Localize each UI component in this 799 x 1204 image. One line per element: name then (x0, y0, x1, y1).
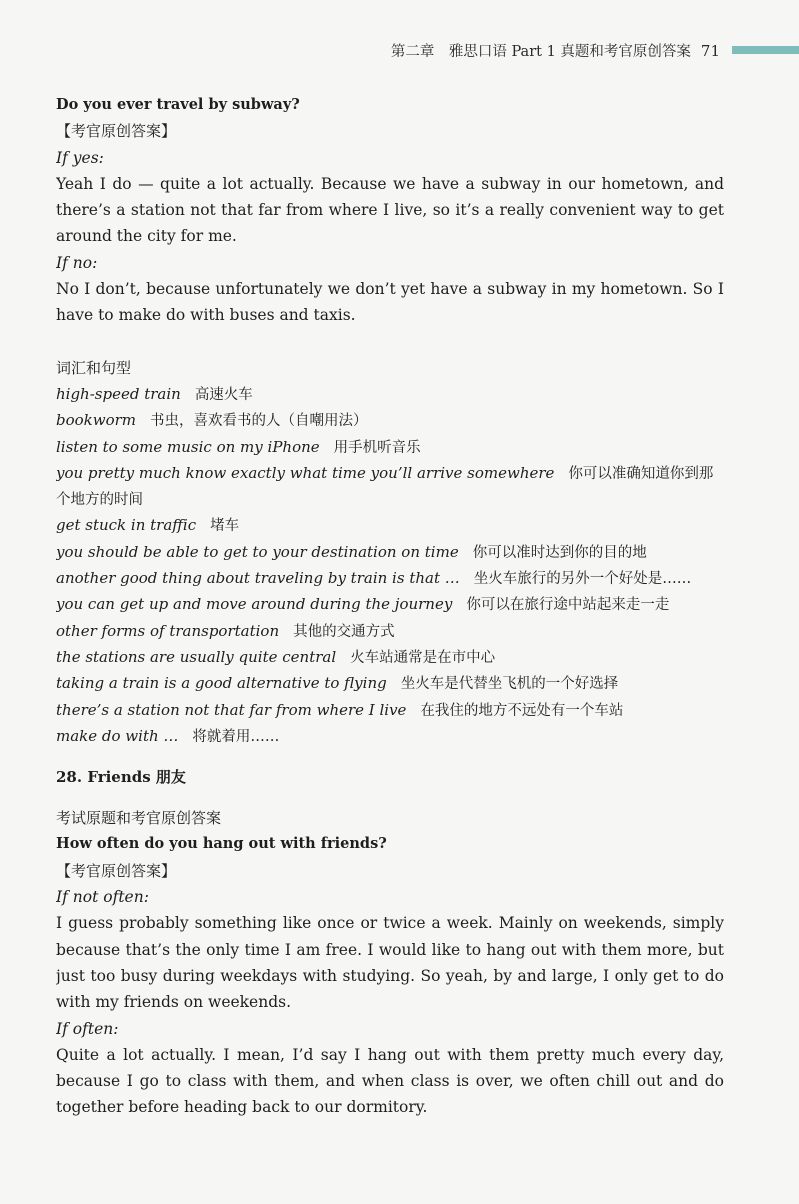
section-subheading: 考试原题和考官原创答案 (56, 809, 222, 828)
answer-line: Yeah I do — quite a lot actually. Because we have a subway in our hometown, and (56, 174, 724, 193)
vocab-item (56, 407, 724, 433)
condition-yes: If yes: (56, 148, 104, 167)
answer-line: with my friends on weekends. (56, 993, 292, 1012)
running-header (380, 40, 720, 61)
vocab-item (56, 697, 724, 723)
vocab-chinese: 高速火车 (194, 386, 253, 403)
vocab-chinese: 书虫，喜欢看书的人（自嘲用法） (150, 413, 368, 430)
answer-line: I guess probably something like once or twice a week. Mainly on weekends, simply (56, 914, 724, 933)
vocab-english: listen to some music on my iPhone (56, 437, 320, 456)
condition-no: If no: (56, 253, 98, 272)
answer-line: Quite a lot actually. I mean, I’d say I hang out with them pretty much every day, (56, 1045, 724, 1064)
vocab-item (56, 670, 724, 696)
vocab-english: the stations are usually quite central (56, 647, 337, 666)
page-number: 71 (700, 42, 720, 60)
vocab-english: another good thing about traveling by train is that … (56, 569, 460, 588)
answer-line: No I don’t, because unfortunately we don’t yet have a subway in my hometown. So I (56, 280, 724, 299)
vocab-chinese: 用手机听音乐 (333, 439, 421, 456)
condition-often: If often: (56, 1019, 119, 1038)
vocab-chinese: 你可以准时达到你的目的地 (472, 544, 647, 561)
vocab-english: high-speed train (56, 384, 181, 403)
vocab-item (56, 486, 724, 512)
vocab-chinese: 坐火车是代替坐飞机的一个好选择 (400, 676, 619, 693)
vocab-english: you pretty much know exactly what time you’ll arrive somewhere (56, 463, 555, 482)
vocab-item (56, 539, 724, 565)
vocab-chinese: 你可以在旅行途中站起来走一走 (466, 597, 670, 614)
vocab-chinese: 你可以准确知道你到那 (568, 465, 714, 482)
answer-line: around the city for me. (56, 227, 237, 246)
vocab-english: other forms of transportation (56, 621, 280, 640)
vocab-item (56, 723, 724, 749)
vocab-heading: 词汇和句型 (56, 358, 132, 377)
answer-line: together before heading back to our dormitory. (56, 1098, 428, 1117)
vocab-item (56, 381, 724, 407)
answer-tag: 【考官原创答案】 (56, 122, 177, 141)
vocab-english: make do with … (56, 726, 179, 745)
answer-tag: 【考官原创答案】 (56, 861, 177, 880)
vocab-chinese: 在我住的地方不远处有一个车站 (420, 702, 624, 719)
answer-line: there’s a station not that far from where I live, so it’s a really convenient way to get (56, 201, 724, 220)
page-content (56, 92, 724, 1121)
answer-line: because I go to class with them, and when class is over, we often chill out and do (56, 1072, 724, 1091)
vocab-chinese: 火车站通常是在市中心 (350, 649, 496, 666)
condition-not-often: If not often: (56, 888, 149, 907)
vocab-chinese: 将就着用…… (192, 728, 280, 745)
vocab-english: there’s a station not that far from where I live (56, 700, 407, 719)
question-subway: Do you ever travel by subway? (56, 96, 300, 113)
question-friends: How often do you hang out with friends? (56, 835, 387, 853)
chapter-title: 第二章 雅思口语 Part 1 真题和考官原创答案 (390, 44, 691, 60)
vocab-item (56, 618, 724, 644)
vocab-item (56, 512, 724, 538)
vocab-english: you can get up and move around during the journey (56, 595, 453, 614)
vocab-english: taking a train is a good alternative to flying (56, 674, 387, 693)
vocab-chinese: 堵车 (210, 518, 240, 535)
section-title: 28. Friends 朋友 (56, 768, 186, 787)
vocab-item (56, 565, 724, 591)
header-accent-bar (732, 46, 799, 54)
vocab-english: bookworm (56, 411, 137, 430)
answer-line: have to make do with buses and taxis. (56, 306, 356, 325)
answer-line: just too busy during weekdays with studying. So yeah, by and large, I only get to do (56, 966, 724, 985)
vocab-chinese: 个地方的时间 (56, 492, 143, 509)
answer-line: because that’s the only time I am free. I would like to hang out with them more, but (56, 940, 724, 959)
vocab-chinese: 坐火车旅行的另外一个好处是…… (473, 571, 692, 588)
vocab-item (56, 644, 724, 670)
vocab-item (56, 591, 724, 617)
vocab-english: you should be able to get to your destination on time (56, 542, 459, 561)
vocab-item (56, 460, 724, 486)
vocab-english: get stuck in traffic (56, 516, 197, 535)
vocab-item (56, 434, 724, 460)
vocab-chinese: 其他的交通方式 (293, 623, 395, 640)
vocab-list (56, 381, 724, 749)
